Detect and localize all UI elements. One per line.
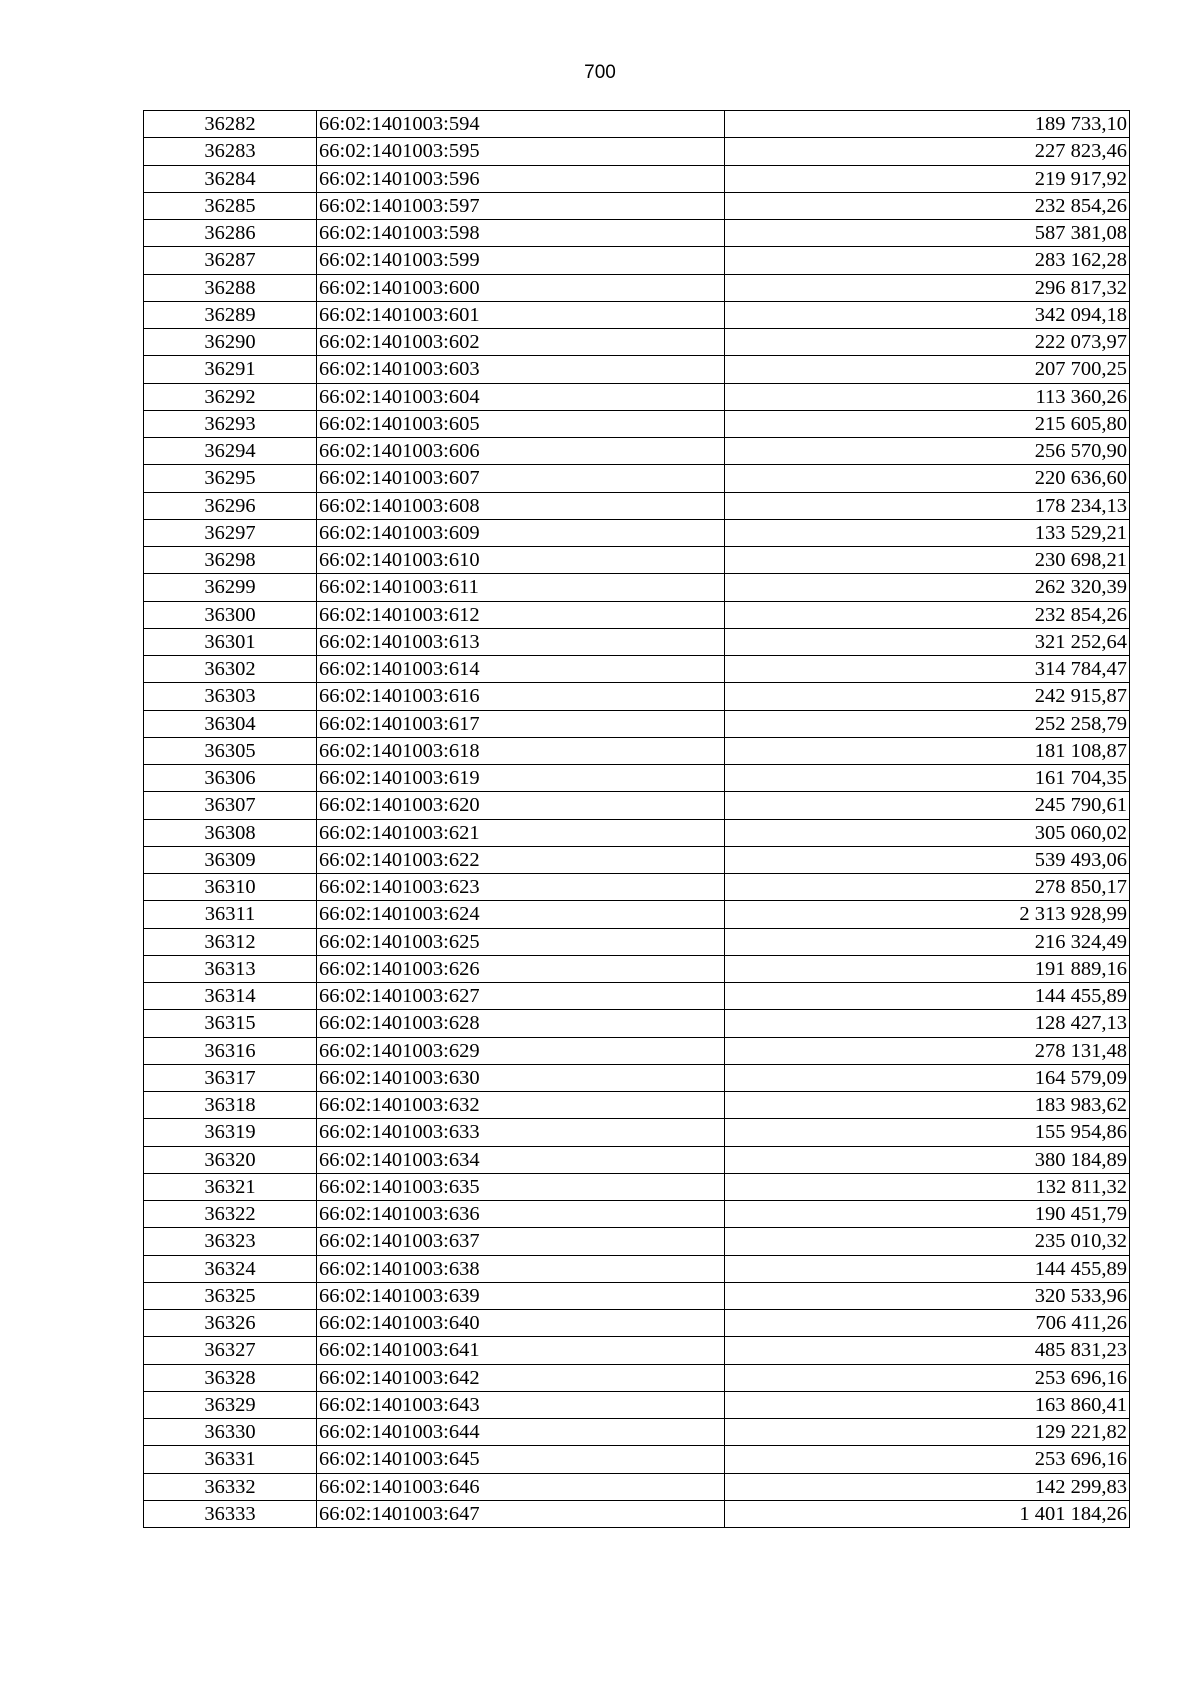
cadastral-value-cell: 232 854,26 [725,192,1130,219]
cadastral-number-cell: 66:02:1401003:602 [317,329,725,356]
row-number-cell: 36313 [144,955,317,982]
cadastral-number-cell: 66:02:1401003:595 [317,138,725,165]
cadastral-number-cell: 66:02:1401003:632 [317,1092,725,1119]
row-number-cell: 36325 [144,1282,317,1309]
row-number-cell: 36304 [144,710,317,737]
table-row [144,1310,1130,1337]
table-row [144,1173,1130,1200]
table-row [144,1391,1130,1418]
row-number-cell: 36282 [144,111,317,138]
row-number-cell: 36296 [144,492,317,519]
table-row [144,1010,1130,1037]
table-row [144,874,1130,901]
row-number-cell: 36333 [144,1500,317,1527]
row-number-cell: 36312 [144,928,317,955]
table-row [144,819,1130,846]
table-row [144,737,1130,764]
cadastral-number-cell: 66:02:1401003:636 [317,1201,725,1228]
table-row [144,656,1130,683]
cadastral-value-cell: 215 605,80 [725,410,1130,437]
cadastral-value-cell: 262 320,39 [725,574,1130,601]
table-row [144,492,1130,519]
table-row [144,792,1130,819]
cadastral-value-cell: 278 131,48 [725,1037,1130,1064]
cadastral-number-cell: 66:02:1401003:603 [317,356,725,383]
row-number-cell: 36318 [144,1092,317,1119]
cadastral-value-cell: 128 427,13 [725,1010,1130,1037]
cadastral-value-cell: 178 234,13 [725,492,1130,519]
table-row [144,1064,1130,1091]
row-number-cell: 36317 [144,1064,317,1091]
row-number-cell: 36320 [144,1146,317,1173]
cadastral-number-cell: 66:02:1401003:612 [317,601,725,628]
row-number-cell: 36332 [144,1473,317,1500]
cadastral-number-cell: 66:02:1401003:624 [317,901,725,928]
row-number-cell: 36298 [144,547,317,574]
table-row [144,683,1130,710]
row-number-cell: 36323 [144,1228,317,1255]
cadastral-value-cell: 256 570,90 [725,438,1130,465]
cadastral-number-cell: 66:02:1401003:645 [317,1446,725,1473]
table-row [144,901,1130,928]
cadastral-number-cell: 66:02:1401003:618 [317,737,725,764]
row-number-cell: 36300 [144,601,317,628]
cadastral-value-cell: 144 455,89 [725,983,1130,1010]
table-row [144,628,1130,655]
table-row [144,846,1130,873]
cadastral-number-cell: 66:02:1401003:646 [317,1473,725,1500]
row-number-cell: 36301 [144,628,317,655]
row-number-cell: 36311 [144,901,317,928]
table-row [144,356,1130,383]
table-row [144,138,1130,165]
table-row [144,955,1130,982]
table-row [144,1419,1130,1446]
cadastral-number-cell: 66:02:1401003:596 [317,165,725,192]
cadastral-value-cell: 2 313 928,99 [725,901,1130,928]
cadastral-number-cell: 66:02:1401003:609 [317,519,725,546]
cadastral-number-cell: 66:02:1401003:613 [317,628,725,655]
cadastral-value-cell: 539 493,06 [725,846,1130,873]
row-number-cell: 36324 [144,1255,317,1282]
row-number-cell: 36330 [144,1419,317,1446]
row-number-cell: 36315 [144,1010,317,1037]
row-number-cell: 36294 [144,438,317,465]
cadastral-number-cell: 66:02:1401003:628 [317,1010,725,1037]
cadastral-value-cell: 230 698,21 [725,547,1130,574]
cadastral-value-cell: 161 704,35 [725,765,1130,792]
table-row [144,192,1130,219]
row-number-cell: 36310 [144,874,317,901]
cadastral-value-cell: 220 636,60 [725,465,1130,492]
cadastral-value-cell: 305 060,02 [725,819,1130,846]
table-row [144,165,1130,192]
cadastral-value-cell: 207 700,25 [725,356,1130,383]
cadastral-number-cell: 66:02:1401003:604 [317,383,725,410]
cadastral-number-cell: 66:02:1401003:622 [317,846,725,873]
cadastral-value-cell: 587 381,08 [725,220,1130,247]
table-row [144,274,1130,301]
table-row [144,465,1130,492]
cadastral-number-cell: 66:02:1401003:614 [317,656,725,683]
cadastral-value-cell: 283 162,28 [725,247,1130,274]
cadastral-number-cell: 66:02:1401003:647 [317,1500,725,1527]
cadastral-value-cell: 706 411,26 [725,1310,1130,1337]
cadastral-value-cell: 235 010,32 [725,1228,1130,1255]
cadastral-value-cell: 227 823,46 [725,138,1130,165]
row-number-cell: 36292 [144,383,317,410]
cadastral-value-cell: 245 790,61 [725,792,1130,819]
cadastral-number-cell: 66:02:1401003:608 [317,492,725,519]
cadastral-value-cell: 253 696,16 [725,1446,1130,1473]
table-row [144,601,1130,628]
cadastral-value-cell: 189 733,10 [725,111,1130,138]
cadastral-number-cell: 66:02:1401003:598 [317,220,725,247]
row-number-cell: 36286 [144,220,317,247]
row-number-cell: 36306 [144,765,317,792]
cadastral-number-cell: 66:02:1401003:642 [317,1364,725,1391]
cadastral-value-cell: 216 324,49 [725,928,1130,955]
table-row [144,928,1130,955]
cadastral-value-cell: 314 784,47 [725,656,1130,683]
table-row [144,438,1130,465]
table-row [144,1446,1130,1473]
cadastral-number-cell: 66:02:1401003:643 [317,1391,725,1418]
cadastral-number-cell: 66:02:1401003:635 [317,1173,725,1200]
cadastral-number-cell: 66:02:1401003:606 [317,438,725,465]
cadastral-number-cell: 66:02:1401003:620 [317,792,725,819]
table-row [144,301,1130,328]
row-number-cell: 36303 [144,683,317,710]
table-row [144,329,1130,356]
cadastral-value-cell: 132 811,32 [725,1173,1130,1200]
row-number-cell: 36284 [144,165,317,192]
cadastral-number-cell: 66:02:1401003:625 [317,928,725,955]
row-number-cell: 36331 [144,1446,317,1473]
table-row [144,1337,1130,1364]
cadastral-number-cell: 66:02:1401003:617 [317,710,725,737]
cadastral-number-cell: 66:02:1401003:627 [317,983,725,1010]
cadastral-value-cell: 232 854,26 [725,601,1130,628]
cadastral-value-cell: 320 533,96 [725,1282,1130,1309]
cadastral-number-cell: 66:02:1401003:640 [317,1310,725,1337]
cadastral-value-cell: 278 850,17 [725,874,1130,901]
table-row [144,1201,1130,1228]
cadastral-number-cell: 66:02:1401003:637 [317,1228,725,1255]
cadastral-value-cell: 321 252,64 [725,628,1130,655]
cadastral-number-cell: 66:02:1401003:641 [317,1337,725,1364]
cadastral-number-cell: 66:02:1401003:619 [317,765,725,792]
cadastral-value-cell: 181 108,87 [725,737,1130,764]
cadastral-number-cell: 66:02:1401003:633 [317,1119,725,1146]
table-row [144,519,1130,546]
cadastral-number-cell: 66:02:1401003:607 [317,465,725,492]
cadastral-number-cell: 66:02:1401003:601 [317,301,725,328]
cadastral-value-cell: 133 529,21 [725,519,1130,546]
row-number-cell: 36328 [144,1364,317,1391]
table-row [144,220,1130,247]
table-body [144,111,1130,1528]
table-row [144,574,1130,601]
table-row [144,1092,1130,1119]
table-row [144,1255,1130,1282]
cadastral-value-cell: 164 579,09 [725,1064,1130,1091]
table-row [144,247,1130,274]
cadastral-value-cell: 129 221,82 [725,1419,1130,1446]
cadastral-number-cell: 66:02:1401003:639 [317,1282,725,1309]
cadastral-value-cell: 144 455,89 [725,1255,1130,1282]
cadastral-value-cell: 155 954,86 [725,1119,1130,1146]
table-row [144,1146,1130,1173]
cadastral-number-cell: 66:02:1401003:638 [317,1255,725,1282]
row-number-cell: 36314 [144,983,317,1010]
cadastral-value-cell: 190 451,79 [725,1201,1130,1228]
row-number-cell: 36283 [144,138,317,165]
cadastral-number-cell: 66:02:1401003:605 [317,410,725,437]
table-row [144,1119,1130,1146]
cadastral-value-cell: 183 983,62 [725,1092,1130,1119]
cadastral-value-cell: 142 299,83 [725,1473,1130,1500]
row-number-cell: 36285 [144,192,317,219]
row-number-cell: 36302 [144,656,317,683]
cadastral-value-cell: 380 184,89 [725,1146,1130,1173]
row-number-cell: 36307 [144,792,317,819]
cadastral-number-cell: 66:02:1401003:599 [317,247,725,274]
row-number-cell: 36289 [144,301,317,328]
cadastral-number-cell: 66:02:1401003:594 [317,111,725,138]
cadastral-number-cell: 66:02:1401003:597 [317,192,725,219]
row-number-cell: 36316 [144,1037,317,1064]
cadastral-number-cell: 66:02:1401003:610 [317,547,725,574]
cadastral-number-cell: 66:02:1401003:623 [317,874,725,901]
cadastral-number-cell: 66:02:1401003:621 [317,819,725,846]
cadastral-number-cell: 66:02:1401003:600 [317,274,725,301]
row-number-cell: 36322 [144,1201,317,1228]
table-row [144,1473,1130,1500]
cadastral-value-cell: 191 889,16 [725,955,1130,982]
cadastral-number-cell: 66:02:1401003:616 [317,683,725,710]
table-row [144,547,1130,574]
cadastral-value-cell: 485 831,23 [725,1337,1130,1364]
table-row [144,1228,1130,1255]
row-number-cell: 36297 [144,519,317,546]
cadastral-value-cell: 113 360,26 [725,383,1130,410]
row-number-cell: 36291 [144,356,317,383]
table-row [144,765,1130,792]
row-number-cell: 36288 [144,274,317,301]
row-number-cell: 36329 [144,1391,317,1418]
cadastral-value-cell: 296 817,32 [725,274,1130,301]
cadastral-value-cell: 219 917,92 [725,165,1130,192]
cadastral-number-cell: 66:02:1401003:626 [317,955,725,982]
table-row [144,1500,1130,1527]
table-row [144,1364,1130,1391]
table-row [144,710,1130,737]
row-number-cell: 36305 [144,737,317,764]
cadastral-value-cell: 253 696,16 [725,1364,1130,1391]
row-number-cell: 36326 [144,1310,317,1337]
cadastral-value-cell: 1 401 184,26 [725,1500,1130,1527]
cadastral-value-cell: 252 258,79 [725,710,1130,737]
table-row [144,1282,1130,1309]
cadastral-number-cell: 66:02:1401003:630 [317,1064,725,1091]
cadastral-number-cell: 66:02:1401003:629 [317,1037,725,1064]
cadastral-value-cell: 342 094,18 [725,301,1130,328]
cadastral-number-cell: 66:02:1401003:644 [317,1419,725,1446]
cadastral-number-cell: 66:02:1401003:634 [317,1146,725,1173]
row-number-cell: 36290 [144,329,317,356]
table-row [144,111,1130,138]
row-number-cell: 36287 [144,247,317,274]
cadastral-number-cell: 66:02:1401003:611 [317,574,725,601]
cadastral-value-cell: 242 915,87 [725,683,1130,710]
row-number-cell: 36295 [144,465,317,492]
table-row [144,383,1130,410]
page-number: 700 [584,62,616,83]
row-number-cell: 36308 [144,819,317,846]
table-row [144,983,1130,1010]
row-number-cell: 36321 [144,1173,317,1200]
row-number-cell: 36327 [144,1337,317,1364]
cadastral-value-table [143,110,1130,1528]
table-row [144,410,1130,437]
row-number-cell: 36293 [144,410,317,437]
cadastral-value-cell: 163 860,41 [725,1391,1130,1418]
table-row [144,1037,1130,1064]
cadastral-value-cell: 222 073,97 [725,329,1130,356]
row-number-cell: 36299 [144,574,317,601]
row-number-cell: 36309 [144,846,317,873]
row-number-cell: 36319 [144,1119,317,1146]
